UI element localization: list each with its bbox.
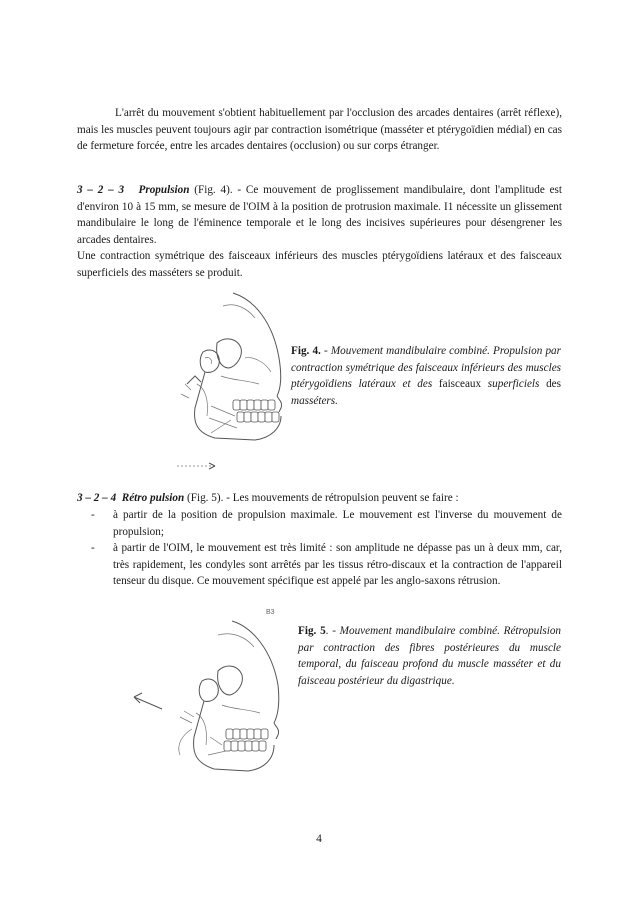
section-title: Propulsion — [138, 184, 190, 196]
figure-4-skull-illustration — [175, 288, 295, 473]
section-propulsion — [77, 182, 562, 248]
section-body: (Fig. 5). - Les mouvements de rétropulsion peuvent se faire : — [187, 492, 459, 504]
section-number: 3 – 2 – 4 — [77, 492, 117, 504]
paragraph-occlusion: L'arrêt du mouvement s'obtient habituellement par l'occlusion des arcades dentaires (arrêt réflexe), mais les muscles peuvent toujours agir par contraction isométrique (masséter et ptérygoïdien médial) en cas de fermeture forcée, entre les arcades dentaires (occlusion) ou sur corps étranger. — [77, 107, 562, 152]
figure-5-skull-illustration — [122, 605, 297, 800]
paragraph-contraction: Une contraction symétrique des faisceaux inférieurs des muscles ptérygoïdiens latéraux et des faisceaux superficiels des masséters se produit. — [77, 250, 562, 279]
figure-5-caption: Fig. 5. - Mouvement mandibulaire combiné. Rétropulsion par contraction des fibres postérieures du muscle temporal, du faisceau profond du muscle masséter et du faisceau postérieur du digastrique. — [298, 625, 562, 687]
figure-4-label: Fig. 4. — [291, 345, 321, 357]
list-item: - à partir de la position de propulsion maximale. Le mouvement est l'inverse du mouvement de propulsion; — [91, 509, 562, 538]
figure-5-label: Fig. 5 — [298, 625, 326, 637]
retropulsion-list — [77, 507, 562, 590]
figure-5-corner-label: B3 — [266, 609, 275, 616]
section-number: 3 – 2 – 3 — [77, 184, 125, 196]
section-body: (Fig. 4). - Ce mouvement de proglissement mandibulaire, dont l'amplitude est d'environ 10 à 15 mm, se mesure de l'OIM à la position de protrusion maximale. I1 nécessite un glissement mandibulaire le long de l'éminence temporale et le long des incisives supérieures pour désengrener les arcades dentaires. — [77, 184, 563, 246]
section-retropulsion — [77, 490, 562, 507]
section-title: Rétro pulsion — [121, 492, 185, 504]
list-item: - à partir de l'OIM, le mouvement est très limité : son amplitude ne dépasse pas un à deux mm, car, très rapidement, les condyles sont arrêtés par les tissus rétro-discaux et la contraction de l'appareil tenseur du disque. Ce mouvement spécifique est appelé par les anglo-saxons rétrusion. — [91, 542, 562, 587]
page-number: 4 — [316, 833, 322, 845]
figure-4-caption: Fig. 4. - Mouvement mandibulaire combiné. Propulsion par contraction symétrique des faisceaux inférieurs des muscles ptérygoïdiens latéraux et des faisceaux superficiels des masséters. — [291, 345, 562, 407]
